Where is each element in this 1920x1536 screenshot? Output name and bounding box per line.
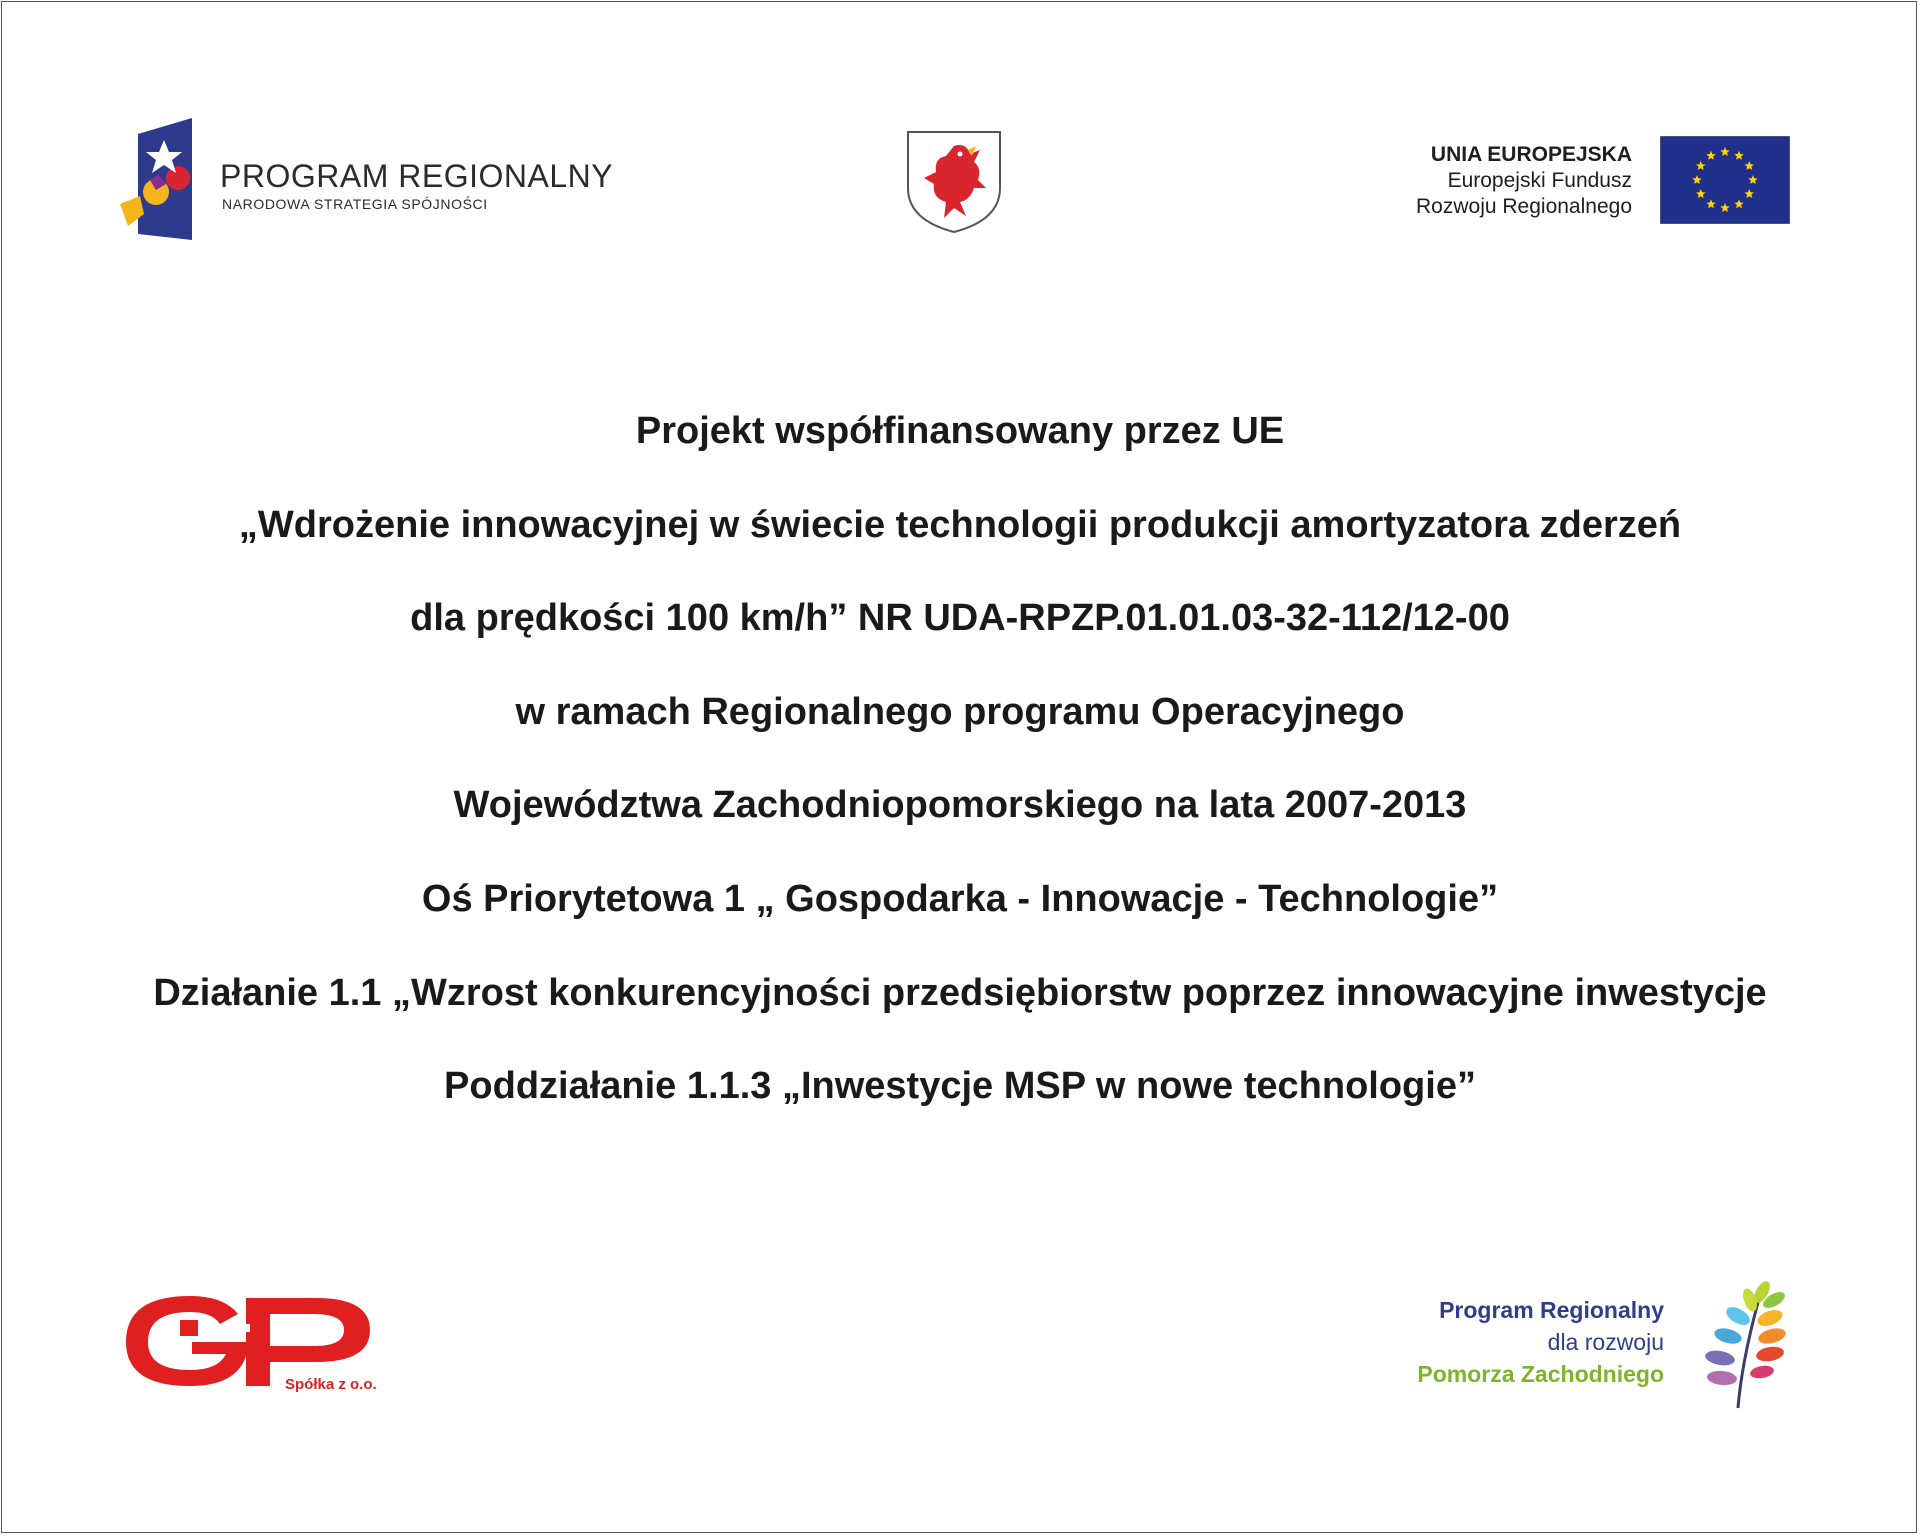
gp-company-subtitle: Spółka z o.o. bbox=[285, 1376, 377, 1393]
leaf-tree-icon bbox=[1690, 1278, 1790, 1410]
programme-line-1: w ramach Regionalnego programu Operacyjnego bbox=[515, 690, 1405, 733]
gp-company-logo bbox=[120, 1290, 390, 1410]
program-pomorza-line-2: dla rozwoju bbox=[1547, 1329, 1664, 1355]
europejski-fundusz-line: Europejski Fundusz bbox=[1447, 169, 1632, 192]
program-regionalny-subtitle: NARODOWA STRATEGIA SPÓJNOŚCI bbox=[222, 196, 488, 212]
action-line: Działanie 1.1 „Wzrost konkurencyjności przedsiębiorstw poprzez innowacyjne inwestycje bbox=[153, 971, 1767, 1014]
program-regionalny-title: PROGRAM REGIONALNY bbox=[220, 158, 614, 194]
program-regionalny-logo bbox=[120, 118, 614, 248]
program-pomorza-line-1: Program Regionalny bbox=[1439, 1297, 1664, 1323]
unia-europejska-title: UNIA EUROPEJSKA bbox=[1430, 143, 1632, 166]
zachodniopomorskie-crest-icon bbox=[904, 128, 1004, 236]
gp-logo-icon bbox=[120, 1290, 380, 1390]
program-pomorza-line-3: Pomorza Zachodniego bbox=[1417, 1361, 1664, 1387]
unia-europejska-text bbox=[1416, 142, 1632, 220]
headline: Projekt współfinansowany przez UE bbox=[635, 410, 1285, 452]
programme-line-2: Województwa Zachodniopomorskiego na lata 2007-2013 bbox=[453, 784, 1467, 827]
priority-axis: Oś Priorytetowa 1 „ Gospodarka - Innowacje - Technologie” bbox=[421, 877, 1499, 920]
program-regionalny-emblem-icon bbox=[120, 118, 212, 240]
project-title-line-1: „Wdrożenie innowacyjnej w świecie technologii produkcji amortyzatora zderzeń bbox=[238, 503, 1682, 546]
project-description bbox=[0, 400, 1920, 1149]
program-pomorza-text bbox=[1417, 1294, 1664, 1390]
rozwoju-regionalnego-line: Rozwoju Regionalnego bbox=[1416, 195, 1632, 218]
project-title-line-2: dla prędkości 100 km/h” NR UDA-RPZP.01.01.03-32-112/12-00 bbox=[410, 597, 1510, 640]
sub-action-line: Poddziałanie 1.1.3 „Inwestycje MSP w nowe technologie” bbox=[444, 1065, 1476, 1108]
eu-flag-icon bbox=[1660, 136, 1790, 224]
